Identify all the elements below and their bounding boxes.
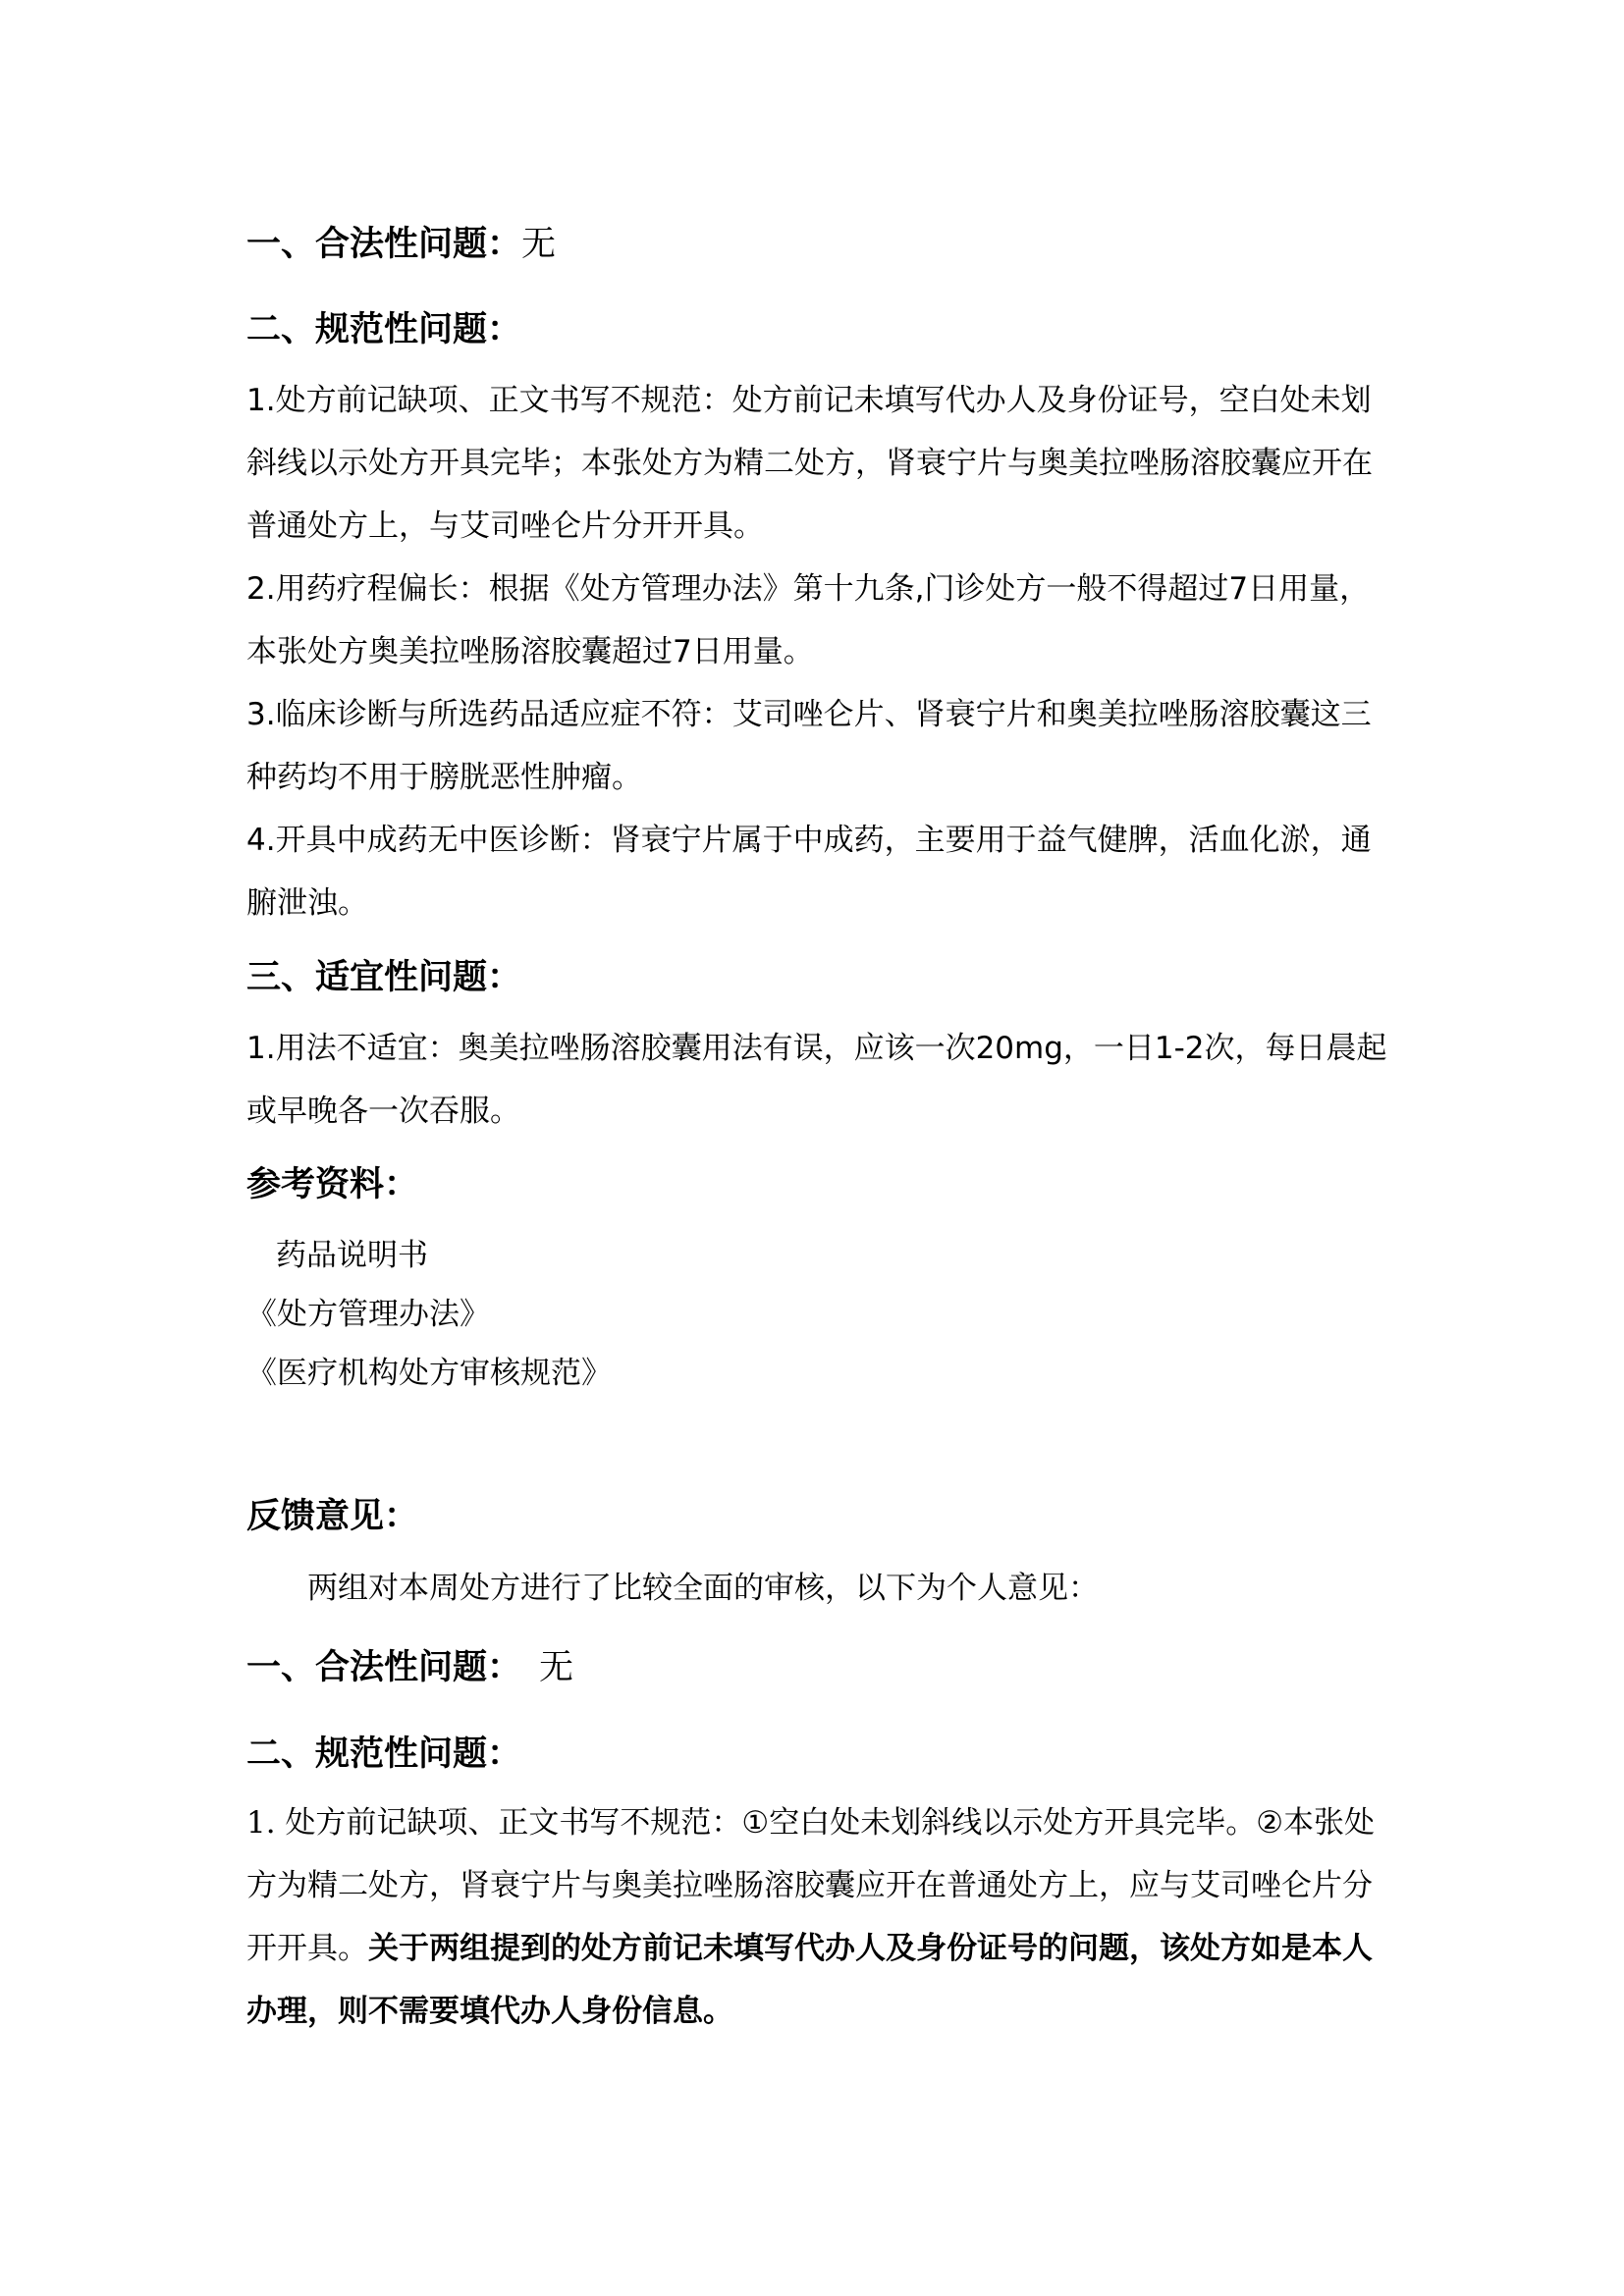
feedback-norm-item-1 [246, 1791, 1395, 2043]
feedback-heading: 反馈意见： [246, 1497, 419, 1536]
norm-item-4: 4.开具中成药无中医诊断：肾衰宁片属于中成药，主要用于益气健脾，活血化淤，通腑泄浊。 [246, 823, 1372, 921]
ref-item: 《处方管理办法》 [246, 1297, 490, 1332]
suit-item-1: 1.用法不适宜：奥美拉唑肠溶胶囊用法有误，应该一次20mg，一日1-2次，每日晨起或早晚各一次吞服。 [246, 1031, 1387, 1129]
suit-heading: 三、适宜性问题： [246, 958, 522, 997]
feedback-item-number: 1. [246, 1805, 276, 1841]
norm-heading: 二、规范性问题： [246, 310, 522, 349]
legality-title: 一、合法性问题： [246, 225, 522, 264]
norm-item-3: 3.临床诊断与所选药品适应症不符：艾司唑仑片、肾衰宁片和奥美拉唑肠溶胶囊这三种药均不用于膀胱恶性肿瘤。 [246, 697, 1372, 795]
feedback-legality-heading [246, 1646, 573, 1689]
norm-item-2: 2.用药疗程偏长：根据《处方管理办法》第十九条,门诊处方一般不得超过7日用量，本张处方奥美拉唑肠溶胶囊超过7日用量。 [246, 571, 1371, 669]
legality-heading [246, 223, 556, 266]
feedback-intro: 两组对本周处方进行了比较全面的审核，以下为个人意见： [307, 1571, 1099, 1606]
ref-item: 《医疗机构处方审核规范》 [246, 1356, 612, 1391]
legality-value: 无 [521, 225, 557, 264]
ref-item: 药品说明书 [276, 1238, 428, 1273]
feedback-item-text: 处方前记缺项、正文书写不规范：①空白处未划斜线以示处方开具完毕。②本张处方为精二处方，肾衰宁片与奥美拉唑肠溶胶囊应开在普通处方上，应与艾司唑仑片分开开具。 [246, 1805, 1376, 1966]
feedback-legality-title: 一、合法性问题： [246, 1648, 522, 1687]
ref-heading: 参考资料： [246, 1165, 419, 1204]
feedback-norm-heading: 二、规范性问题： [246, 1735, 522, 1774]
feedback-legality-value: 无 [539, 1648, 574, 1687]
feedback-item-bold-note: 关于两组提到的处方前记未填写代办人及身份证号的问题，该处方如是本人办理，则不需要填代办人身份信息。 [246, 1931, 1373, 2029]
norm-item-1: 1.处方前记缺项、正文书写不规范：处方前记未填写代办人及身份证号，空白处未划斜线以示处方开具完毕；本张处方为精二处方，肾衰宁片与奥美拉唑肠溶胶囊应开在普通处方上，与艾司唑仑片分开开具。 [246, 383, 1373, 544]
